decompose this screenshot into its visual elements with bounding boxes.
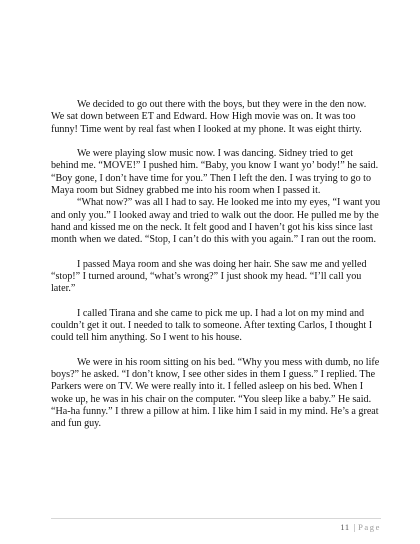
page-number: 11	[340, 522, 350, 532]
paragraph-3: “What now?” was all I had to say. He looked me into my eyes, “I want you and only you.” I looked away and tried to walk out the door. He pulled me by the hand and kissed me on the neck. It felt good and I haven’t got his kiss since last month when we dated. “Stop, I can’t do this with you again.” I ran out the room.	[51, 197, 381, 246]
page-body	[51, 99, 381, 431]
footer-separator: |	[353, 522, 357, 532]
paragraph-2: We were playing slow music now. I was dancing. Sidney tried to get behind me. “MOVE!” I pushed him. “Baby, you know I want yo’ body!” he said. “Boy gone, I don’t have time for you.” Then I left the den. I was trying to go to Maya room but Sidney grabbed me into his room when I passed it.	[51, 148, 379, 196]
page-label: Page	[358, 522, 381, 532]
paragraph-5: I called Tirana and she came to pick me up. I had a lot on my mind and couldn’t get it out. I needed to talk to someone. After texting Carlos, I thought I could tell him anything. So I went to his house.	[51, 307, 373, 344]
paragraph-1: We decided to go out there with the boys, but they were in the den now. We sat down between ET and Edward. How High movie was on. It was too funny! Time went by real fast when I looked at my phone. It was eight thirty.	[51, 99, 367, 135]
paragraph-4: I passed Maya room and she was doing her hair. She saw me and yelled “stop!” I turned around, “what’s wrong?” I just shook my head. “I’ll call you later.”	[51, 258, 367, 295]
paragraph-6: We were in his room sitting on his bed. “Why you mess with dumb, no life boys?” he asked. “I don’t know, I see other sides in them I guess.” I replied. The Parkers were on TV. We were really into it. I felled asleep on his bed. When I woke up, he was in his chair on the computer. “You sleep like a baby.” He said. “Ha-ha funny.” I threw a pillow at him. I like him I said in my mind. He’s a great and fun guy.	[51, 356, 380, 430]
page-footer	[51, 518, 381, 532]
